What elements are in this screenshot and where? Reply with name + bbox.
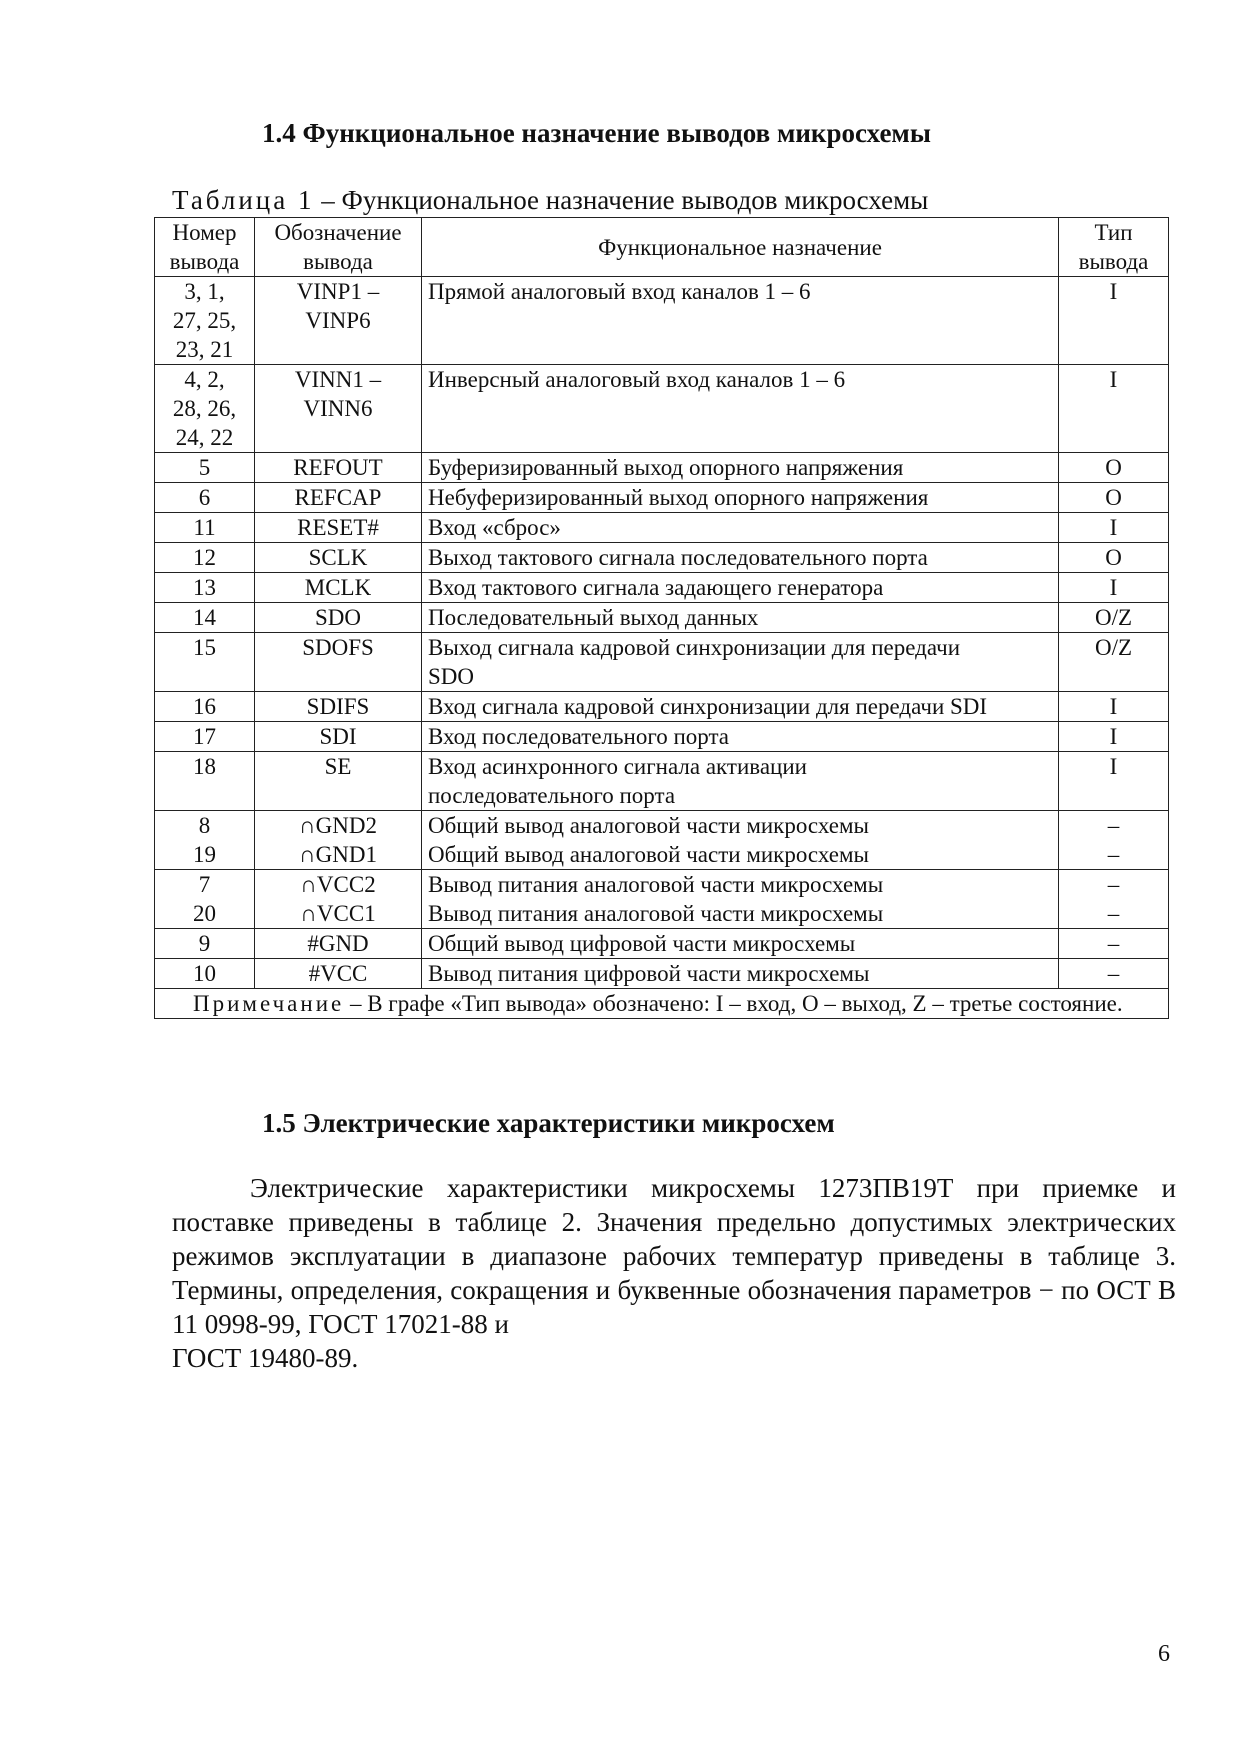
table-row	[155, 722, 1169, 752]
pin-number-cell: 13	[155, 573, 255, 603]
electrical-characteristics-paragraph	[172, 1171, 1176, 1375]
pin-number-cell: 9	[155, 929, 255, 959]
pin-type-cell: I	[1059, 513, 1169, 543]
pin-function-cell: Вывод питания аналоговой части микросхемы Вывод питания аналоговой части микросхемы	[422, 870, 1059, 929]
pin-designation-cell: REFOUT	[255, 453, 422, 483]
pin-function-cell: Общий вывод аналоговой части микросхемы Общий вывод аналоговой части микросхемы	[422, 811, 1059, 870]
pin-type-cell: I	[1059, 365, 1169, 453]
pin-designation-cell: #VCC	[255, 959, 422, 989]
pin-type-cell: O/Z	[1059, 603, 1169, 633]
header-pin-type: Тип вывода	[1059, 218, 1169, 277]
pin-type-cell: I	[1059, 722, 1169, 752]
pin-designation-cell: VINP1 – VINP6	[255, 277, 422, 365]
pin-designation-cell: REFCAP	[255, 483, 422, 513]
section-title-1-5: 1.5 Электрические характеристики микросхем	[262, 1108, 835, 1138]
pin-type-cell: –	[1059, 959, 1169, 989]
paragraph-main: Электрические характеристики микросхемы 1273ПВ19Т при приемке и поставке приведены в таблице 2. Значения предельно допустимых электрических режимов эксплуатации в диапазоне рабочих температур приведены в таблице 3. Термины, определения, сокращения и буквенные обозначения параметров − по ОСТ В 11 0998-99, ГОСТ 17021-88 и	[172, 1173, 1176, 1339]
pin-function-cell: Последовательный выход данных	[422, 603, 1059, 633]
pin-type-cell: I	[1059, 277, 1169, 365]
pin-designation-cell: SDIFS	[255, 692, 422, 722]
pin-function-cell: Прямой аналоговый вход каналов 1 – 6	[422, 277, 1059, 365]
pin-designation-cell: #GND	[255, 929, 422, 959]
page-number: 6	[1158, 1641, 1170, 1667]
pin-type-cell: I	[1059, 752, 1169, 811]
table-row	[155, 603, 1169, 633]
pin-number-cell: 11	[155, 513, 255, 543]
pin-function-cell: Буферизированный выход опорного напряжения	[422, 453, 1059, 483]
pin-type-cell: O/Z	[1059, 633, 1169, 692]
table-row	[155, 365, 1169, 453]
pin-function-cell: Выход тактового сигнала последовательного порта	[422, 543, 1059, 573]
pin-function-cell: Инверсный аналоговый вход каналов 1 – 6	[422, 365, 1059, 453]
table-note	[155, 989, 1169, 1019]
table-row	[155, 573, 1169, 603]
pin-number-cell: 8 19	[155, 811, 255, 870]
pin-type-cell: O	[1059, 483, 1169, 513]
pin-designation-cell: SE	[255, 752, 422, 811]
table-note-row	[155, 989, 1169, 1019]
table-row	[155, 277, 1169, 365]
pin-number-cell: 6	[155, 483, 255, 513]
pin-designation-cell: SDI	[255, 722, 422, 752]
paragraph-end: ГОСТ 19480-89.	[172, 1343, 359, 1373]
pin-type-cell: – –	[1059, 811, 1169, 870]
pin-designation-cell: MCLK	[255, 573, 422, 603]
pin-number-cell: 12	[155, 543, 255, 573]
table-row	[155, 633, 1169, 692]
pin-type-cell: – –	[1059, 870, 1169, 929]
note-label: Примечание	[193, 991, 345, 1016]
pin-number-cell: 5	[155, 453, 255, 483]
pin-type-cell: O	[1059, 453, 1169, 483]
table-row	[155, 959, 1169, 989]
table-header-row	[155, 218, 1169, 277]
pin-type-cell: I	[1059, 692, 1169, 722]
pin-designation-cell: SDO	[255, 603, 422, 633]
table-row	[155, 752, 1169, 811]
pin-function-cell: Вход «сброс»	[422, 513, 1059, 543]
pin-designation-cell: SDOFS	[255, 633, 422, 692]
pin-designation-cell: RESET#	[255, 513, 422, 543]
pin-function-cell: Вывод питания цифровой части микросхемы	[422, 959, 1059, 989]
pin-function-cell: Вход сигнала кадровой синхронизации для передачи SDI	[422, 692, 1059, 722]
table-row	[155, 513, 1169, 543]
table-row	[155, 811, 1169, 870]
pin-number-cell: 15	[155, 633, 255, 692]
table-row	[155, 692, 1169, 722]
table-caption-label: Таблица 1	[172, 185, 315, 215]
pin-function-table	[154, 217, 1169, 1019]
table-caption	[172, 184, 928, 216]
pin-number-cell: 18	[155, 752, 255, 811]
header-designation: Обозначение вывода	[255, 218, 422, 277]
pin-number-cell: 16	[155, 692, 255, 722]
header-function: Функциональное назначение	[422, 218, 1059, 277]
pin-type-cell: O	[1059, 543, 1169, 573]
pin-type-cell: I	[1059, 573, 1169, 603]
pin-number-cell: 10	[155, 959, 255, 989]
pin-designation-cell: VINN1 – VINN6	[255, 365, 422, 453]
pin-function-cell: Вход тактового сигнала задающего генератора	[422, 573, 1059, 603]
pin-type-cell: –	[1059, 929, 1169, 959]
pin-number-cell: 4, 2, 28, 26, 24, 22	[155, 365, 255, 453]
pin-number-cell: 7 20	[155, 870, 255, 929]
pin-function-cell: Небуферизированный выход опорного напряжения	[422, 483, 1059, 513]
table-row	[155, 929, 1169, 959]
table-row	[155, 483, 1169, 513]
pin-function-cell: Общий вывод цифровой части микросхемы	[422, 929, 1059, 959]
table-caption-text: – Функциональное назначение выводов микросхемы	[314, 185, 929, 215]
pin-designation-cell: SCLK	[255, 543, 422, 573]
pin-function-cell: Выход сигнала кадровой синхронизации для передачи SDO	[422, 633, 1059, 692]
table-row	[155, 543, 1169, 573]
pin-designation-cell: ∩VCC2 ∩VCC1	[255, 870, 422, 929]
pin-function-cell: Вход асинхронного сигнала активации последовательного порта	[422, 752, 1059, 811]
pin-number-cell: 17	[155, 722, 255, 752]
table-body	[155, 277, 1169, 989]
header-pin-number: Номер вывода	[155, 218, 255, 277]
pin-number-cell: 3, 1, 27, 25, 23, 21	[155, 277, 255, 365]
pin-number-cell: 14	[155, 603, 255, 633]
pin-designation-cell: ∩GND2 ∩GND1	[255, 811, 422, 870]
table-row	[155, 870, 1169, 929]
note-text: – В графе «Тип вывода» обозначено: I – вход, O – выход, Z – третье состояние.	[344, 991, 1123, 1016]
pin-function-cell: Вход последовательного порта	[422, 722, 1059, 752]
table-row	[155, 453, 1169, 483]
section-title-1-4: 1.4 Функциональное назначение выводов микросхемы	[262, 118, 931, 148]
